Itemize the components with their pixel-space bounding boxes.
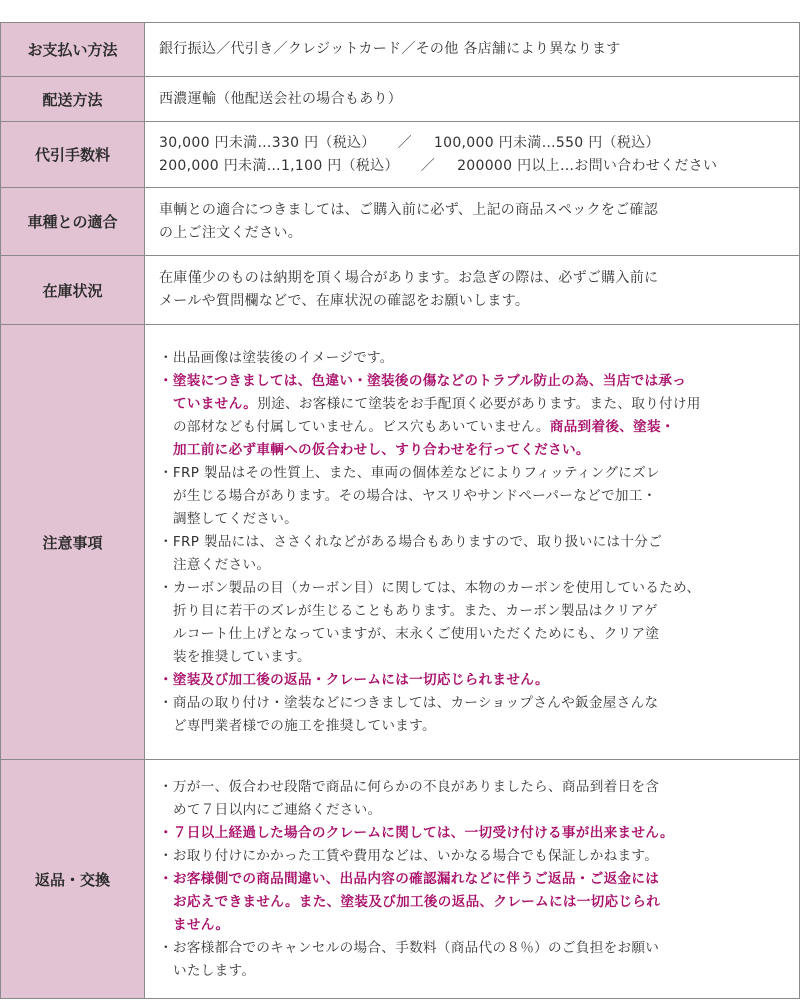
note-line: ど専門業者様での施工を推奨しています。 (173, 717, 436, 734)
stock-line-2: メールや質問欄などで、在庫状況の確認をお願いします。 (159, 293, 530, 309)
row-content (144, 187, 800, 256)
row-label: お支払い方法 (0, 22, 145, 77)
note-line: ・出品画像は塗装後のイメージです。 (159, 349, 394, 366)
row-label: 車種との適合 (0, 187, 145, 256)
return-line: ・お取り付けにかかった工賃や費用などは、いかなる場合でも保証しかねます。 (159, 847, 659, 864)
row-content (144, 324, 800, 760)
note-highlight: 商品到着後、塗装・ (549, 418, 675, 435)
note-line: 折り目に若干のズレが生じることもあります。また、カーボン製品はクリアゲ (173, 602, 658, 619)
note-line: 注意ください。 (173, 556, 271, 573)
row-content (144, 76, 800, 122)
cod-line-2 (159, 155, 789, 178)
row-label: 代引手数料 (0, 121, 145, 188)
row-content (144, 22, 800, 77)
row-cod-fee (0, 121, 800, 188)
separator: ／ (397, 134, 412, 151)
cod-line-1 (159, 132, 789, 155)
row-payment (0, 22, 800, 77)
row-label: 注意事項 (0, 324, 145, 760)
return-line-highlight: ・お客様側での商品間違い、出品内容の確認漏れなどに伴うご返品・ご返金には (159, 870, 660, 887)
row-label: 返品・交換 (0, 759, 145, 999)
row-content (144, 255, 800, 325)
stock-line-1: 在庫僅少のものは納期を頂く場合があります。お急ぎの際は、必ずご購入前に (159, 270, 659, 286)
return-line-highlight: ません。 (173, 916, 230, 933)
note-line: ルコート仕上げとなっていますが、末永くご使用いただくためにも、クリア塗 (173, 625, 660, 642)
payment-text: 銀行振込／代引き／クレジットカード／その他 各店舗により異なります (159, 41, 621, 57)
note-line: ・商品の取り付け・塗装などにつきましては、カーショップさんや鈑金屋さんな (159, 694, 659, 711)
note-line: ・FRP 製品はその性質上、また、車両の個体差などによりフィッティングにズレ (159, 464, 660, 481)
cod-tier-3: 200,000 円未満…1,100 円（税込） (159, 157, 399, 174)
return-line: ・お客様都合でのキャンセルの場合、手数料（商品代の８％）のご負担をお願い (159, 939, 660, 956)
note-line: ・FRP 製品には、ささくれなどがある場合もありますので、取り扱いには十分ご (159, 533, 663, 550)
note-line: 装を推奨しています。 (173, 648, 311, 665)
note-text: の部材なども付属していません。ビス穴もあいていません。 (173, 418, 550, 435)
note-line (159, 416, 789, 439)
return-line-highlight: お応えできません。また、塗装及び加工後の返品、クレームには一切応じられ (173, 893, 661, 910)
return-line: いたします。 (173, 962, 256, 979)
row-label: 在庫状況 (0, 255, 145, 325)
note-line: 調整してください。 (173, 510, 299, 527)
row-label: 配送方法 (0, 76, 145, 122)
note-highlight: ていません。 (173, 395, 258, 412)
return-line: めて７日以内にご連絡ください。 (173, 801, 382, 818)
separator: ／ (420, 157, 436, 174)
row-stock (0, 255, 800, 325)
row-shipping (0, 76, 800, 122)
row-content (144, 759, 800, 999)
compat-line-1: 車輌との適合につきましては、ご購入前に必ず、上記の商品スペックをご確認 (159, 201, 659, 218)
note-line-highlight: 加工前に必ず車輌への仮合わせし、すり合わせを行ってください。 (173, 441, 590, 458)
row-compatibility (0, 187, 800, 256)
note-line: ・カーボン製品の目（カーボン目）に関しては、本物のカーボンを使用しているため、 (159, 579, 701, 596)
row-content (144, 121, 800, 188)
compat-line-2: の上ご注文ください。 (159, 224, 302, 241)
note-text: 別途、お客様にて塗装をお手配頂く必要があります。また、取り付け用 (257, 395, 701, 412)
note-line-highlight: ・塗装及び加工後の返品・クレームには一切応じられません。 (159, 671, 549, 688)
cod-tier-1: 30,000 円未満…330 円（税込） (159, 134, 376, 151)
return-line-highlight: ・７日以上経過した場合のクレームに関しては、一切受け付ける事が出来ません。 (159, 824, 674, 841)
note-line (159, 393, 789, 416)
cod-tier-4: 200000 円以上…お問い合わせください (457, 157, 718, 174)
row-returns (0, 759, 800, 999)
shipping-text: 西濃運輸（他配送会社の場合もあり） (159, 90, 403, 107)
return-line: ・万が一、仮合わせ段階で商品に何らかの不良がありましたら、商品到着日を含 (159, 778, 660, 795)
note-line: が生じる場合があります。その場合は、ヤスリやサンドペーパーなどで加工・ (173, 487, 657, 504)
cod-tier-2: 100,000 円未満…550 円（税込） (433, 134, 660, 151)
note-line-highlight: ・塗装につきましては、色違い・塗装後の傷などのトラブル防止の為、当店では承っ (159, 372, 687, 389)
row-notes (0, 324, 800, 760)
